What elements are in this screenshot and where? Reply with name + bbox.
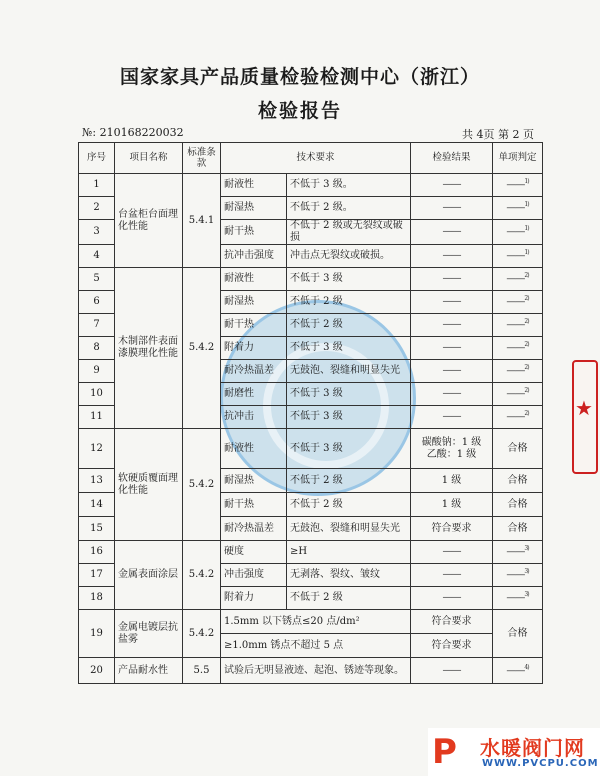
col-header: 项目名称 bbox=[115, 143, 183, 174]
report-title: 国家家具产品质量检验检测中心（浙江） bbox=[119, 66, 480, 88]
item-requirement: ≥1.0mm 锈点不超过 5 点 bbox=[221, 634, 411, 658]
group-name: 金属表面涂层 bbox=[115, 541, 183, 610]
item-verdict: 合格 bbox=[493, 517, 543, 541]
logo-text: 水暖阀门网 bbox=[480, 736, 585, 760]
item-requirement: ≥H bbox=[287, 541, 411, 564]
item-requirement: 不低于 2 级 bbox=[287, 291, 411, 314]
item-result: —— bbox=[411, 314, 493, 337]
item-requirement: 不低于 2 级或无裂纹或破损 bbox=[287, 220, 411, 245]
item-requirement: 无鼓泡、裂缝和明显失光 bbox=[287, 360, 411, 383]
group-name: 台盆柜台面理化性能 bbox=[115, 174, 183, 268]
item-verdict: ——$^{2)}$ bbox=[493, 406, 543, 429]
group-clause: 5.4.2 bbox=[183, 268, 221, 429]
row-no: 13 bbox=[79, 469, 115, 493]
site-logo[interactable] bbox=[428, 728, 600, 776]
group-clause: 5.4.2 bbox=[183, 429, 221, 541]
item-requirement: 冲击点无裂纹或破损。 bbox=[287, 245, 411, 268]
item-result: —— bbox=[411, 245, 493, 268]
table-row bbox=[79, 268, 543, 291]
item-result: —— bbox=[411, 406, 493, 429]
item-verdict: ——$^{4)}$ bbox=[493, 658, 543, 684]
group-clause: 5.4.1 bbox=[183, 174, 221, 268]
row-no: 18 bbox=[79, 587, 115, 610]
item-verdict: ——$^{3)}$ bbox=[493, 564, 543, 587]
item-name: 附着力 bbox=[221, 587, 287, 610]
item-verdict: ——$^{3)}$ bbox=[493, 541, 543, 564]
col-header: 序号 bbox=[79, 143, 115, 174]
row-no: 15 bbox=[79, 517, 115, 541]
item-verdict: ——$^{2)}$ bbox=[493, 314, 543, 337]
item-verdict: ——$^{3)}$ bbox=[493, 587, 543, 610]
item-result: —— bbox=[411, 197, 493, 220]
table-row bbox=[79, 429, 543, 469]
table-header-row bbox=[79, 143, 543, 174]
item-verdict: ——$^{2)}$ bbox=[493, 337, 543, 360]
item-name: 耐干热 bbox=[221, 493, 287, 517]
group-clause: 5.4.2 bbox=[183, 610, 221, 658]
star-icon: ★ bbox=[575, 396, 593, 420]
group-clause: 5.5 bbox=[183, 658, 221, 684]
row-no: 1 bbox=[79, 174, 115, 197]
item-result: —— bbox=[411, 360, 493, 383]
page-indicator: 共 4页 第 2 页 bbox=[462, 128, 534, 141]
item-name: 抗冲击 bbox=[221, 406, 287, 429]
table-row bbox=[79, 174, 543, 197]
item-result: 1 级 bbox=[411, 469, 493, 493]
col-header: 技术要求 bbox=[221, 143, 411, 174]
inspection-table bbox=[78, 142, 543, 684]
item-requirement: 不低于 3 级 bbox=[287, 268, 411, 291]
item-name: 耐液性 bbox=[221, 429, 287, 469]
item-name: 耐湿热 bbox=[221, 197, 287, 220]
item-name: 抗冲击强度 bbox=[221, 245, 287, 268]
item-verdict: ——$^{2)}$ bbox=[493, 268, 543, 291]
item-result: —— bbox=[411, 541, 493, 564]
item-verdict: ——$^{1)}$ bbox=[493, 174, 543, 197]
item-verdict: ——$^{1)}$ bbox=[493, 220, 543, 245]
item-requirement: 无鼓泡、裂缝和明显失光 bbox=[287, 517, 411, 541]
item-result: —— bbox=[411, 383, 493, 406]
item-result: —— bbox=[411, 291, 493, 314]
item-requirement: 试验后无明显液迹、起泡、锈迹等现象。 bbox=[221, 658, 411, 684]
row-no: 2 bbox=[79, 197, 115, 220]
row-no: 6 bbox=[79, 291, 115, 314]
item-result: —— bbox=[411, 174, 493, 197]
item-verdict: ——$^{2)}$ bbox=[493, 360, 543, 383]
item-name: 耐冷热温差 bbox=[221, 360, 287, 383]
row-no: 8 bbox=[79, 337, 115, 360]
item-verdict: 合格 bbox=[493, 610, 543, 658]
item-result: 符合要求 bbox=[411, 610, 493, 634]
group-clause: 5.4.2 bbox=[183, 541, 221, 610]
group-name: 金属电镀层抗盐雾 bbox=[115, 610, 183, 658]
col-header: 单项判定 bbox=[493, 143, 543, 174]
item-result: 1 级 bbox=[411, 493, 493, 517]
item-requirement: 不低于 2 级。 bbox=[287, 197, 411, 220]
row-no: 12 bbox=[79, 429, 115, 469]
row-no: 14 bbox=[79, 493, 115, 517]
item-requirement: 1.5mm 以下锈点≤20 点/dm² bbox=[221, 610, 411, 634]
table-row bbox=[79, 610, 543, 634]
logo-url: WWW.PVCPU.COM bbox=[482, 758, 599, 769]
item-name: 耐湿热 bbox=[221, 291, 287, 314]
item-verdict: 合格 bbox=[493, 493, 543, 517]
row-no: 3 bbox=[79, 220, 115, 245]
item-requirement: 不低于 3 级 bbox=[287, 429, 411, 469]
logo-p-icon: P bbox=[432, 732, 457, 772]
group-name: 产品耐水性 bbox=[115, 658, 183, 684]
item-verdict: ——$^{2)}$ bbox=[493, 383, 543, 406]
item-result: 符合要求 bbox=[411, 517, 493, 541]
item-result: —— bbox=[411, 337, 493, 360]
item-name: 耐液性 bbox=[221, 268, 287, 291]
item-requirement: 不低于 3 级 bbox=[287, 337, 411, 360]
item-requirement: 不低于 3 级。 bbox=[287, 174, 411, 197]
row-no: 17 bbox=[79, 564, 115, 587]
item-requirement: 不低于 3 级 bbox=[287, 406, 411, 429]
red-seal-stamp bbox=[572, 360, 598, 474]
item-requirement: 不低于 2 级 bbox=[287, 314, 411, 337]
group-name: 木制部件表面漆膜理化性能 bbox=[115, 268, 183, 429]
item-name: 耐干热 bbox=[221, 314, 287, 337]
item-name: 耐湿热 bbox=[221, 469, 287, 493]
report-number: №: 210168220032 bbox=[82, 126, 184, 139]
item-verdict: 合格 bbox=[493, 469, 543, 493]
item-verdict: ——$^{1)}$ bbox=[493, 197, 543, 220]
item-result: —— bbox=[411, 564, 493, 587]
item-verdict: ——$^{2)}$ bbox=[493, 291, 543, 314]
row-no: 20 bbox=[79, 658, 115, 684]
row-no: 11 bbox=[79, 406, 115, 429]
row-no: 9 bbox=[79, 360, 115, 383]
row-no: 5 bbox=[79, 268, 115, 291]
col-header: 检验结果 bbox=[411, 143, 493, 174]
item-requirement: 无剥落、裂纹、皱纹 bbox=[287, 564, 411, 587]
row-no: 10 bbox=[79, 383, 115, 406]
group-name: 软硬质覆面理化性能 bbox=[115, 429, 183, 541]
item-result: —— bbox=[411, 268, 493, 291]
report-subtitle: 检验报告 bbox=[257, 100, 342, 122]
item-name: 冲击强度 bbox=[221, 564, 287, 587]
item-result: —— bbox=[411, 587, 493, 610]
col-header: 标准条款 bbox=[183, 143, 221, 174]
item-result: —— bbox=[411, 658, 493, 684]
item-requirement: 不低于 2 级 bbox=[287, 469, 411, 493]
item-name: 附着力 bbox=[221, 337, 287, 360]
row-no: 4 bbox=[79, 245, 115, 268]
row-no: 16 bbox=[79, 541, 115, 564]
item-name: 耐冷热温差 bbox=[221, 517, 287, 541]
item-requirement: 不低于 2 级 bbox=[287, 493, 411, 517]
item-name: 耐磨性 bbox=[221, 383, 287, 406]
item-verdict: ——$^{1)}$ bbox=[493, 245, 543, 268]
item-requirement: 不低于 2 级 bbox=[287, 587, 411, 610]
row-no: 7 bbox=[79, 314, 115, 337]
table-row bbox=[79, 658, 543, 684]
item-verdict: 合格 bbox=[493, 429, 543, 469]
item-name: 硬度 bbox=[221, 541, 287, 564]
item-name: 耐干热 bbox=[221, 220, 287, 245]
result-line: 乙酸：1 级 bbox=[426, 448, 477, 460]
result-line: 碳酸钠：1 级 bbox=[421, 436, 482, 448]
item-result: 符合要求 bbox=[411, 634, 493, 658]
item-requirement: 不低于 3 级 bbox=[287, 383, 411, 406]
item-result bbox=[411, 429, 493, 469]
item-name: 耐液性 bbox=[221, 174, 287, 197]
row-no: 19 bbox=[79, 610, 115, 658]
table-row bbox=[79, 541, 543, 564]
item-result: —— bbox=[411, 220, 493, 245]
